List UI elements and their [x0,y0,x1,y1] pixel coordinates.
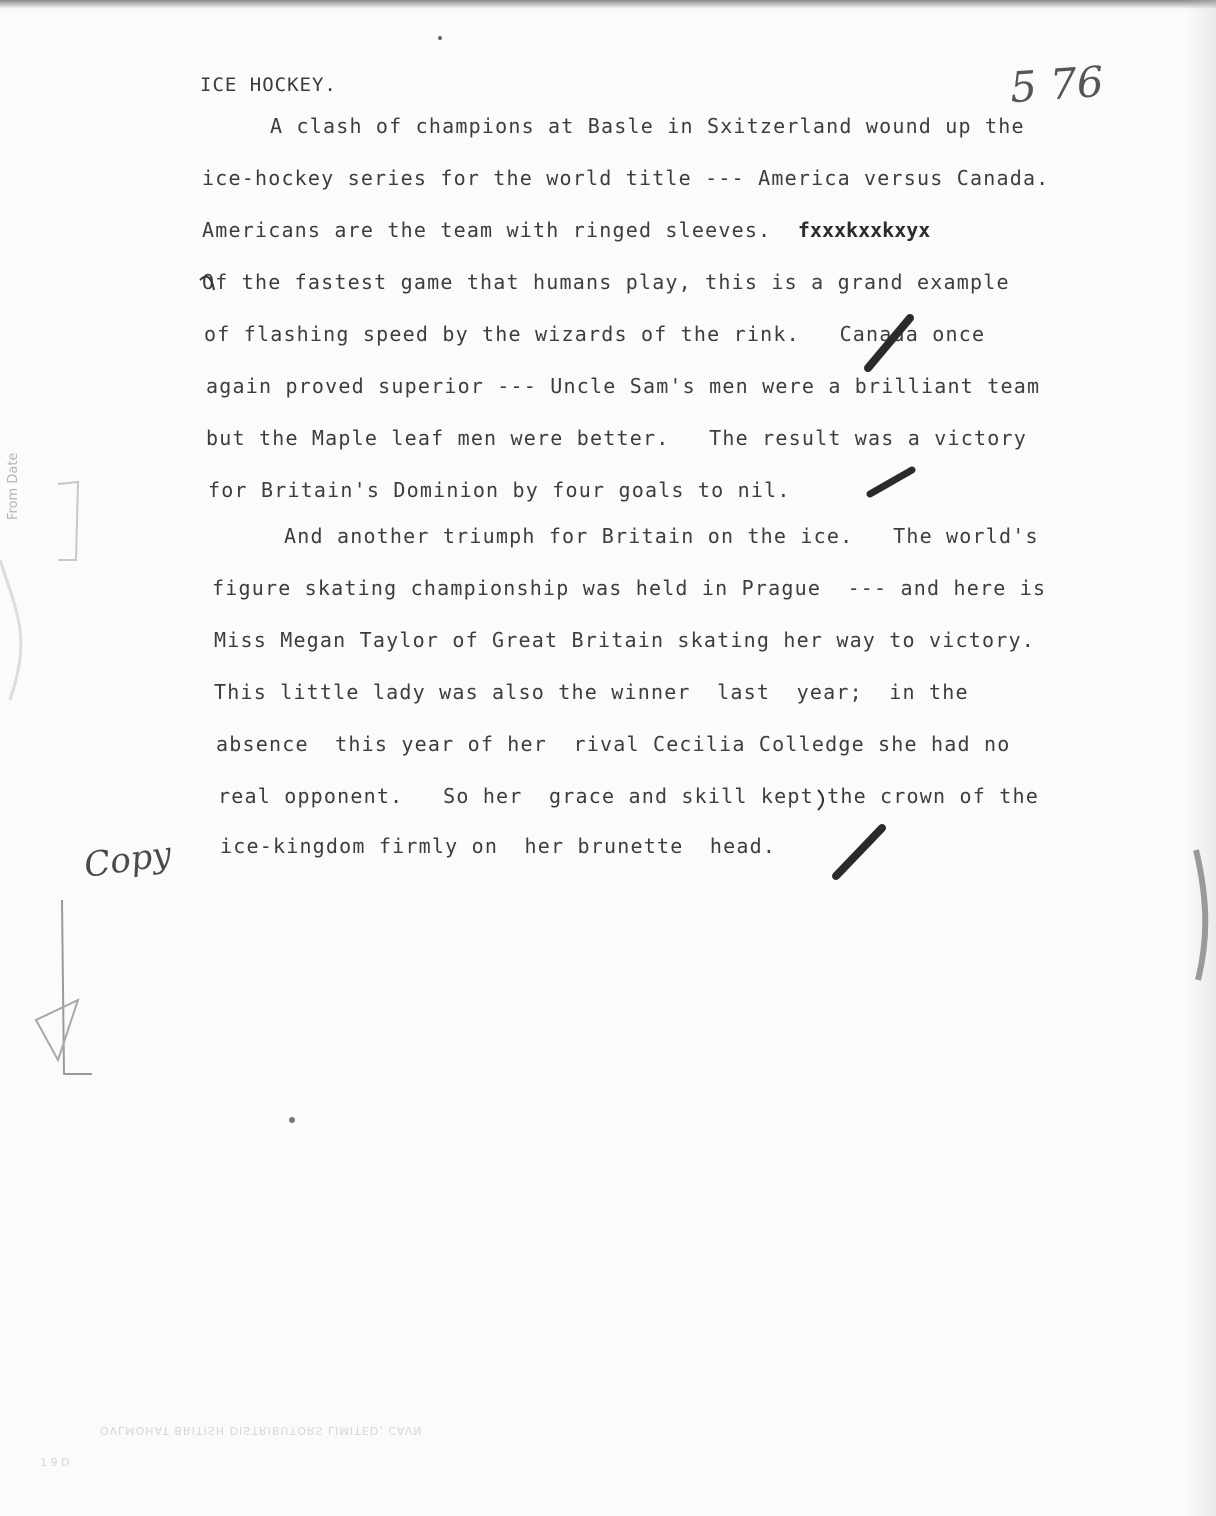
text-line-3-content: Americans are the team with ringed sleeves. [202,218,772,242]
faded-footer-text: OVLMOHAT BRITISH DISTRIBUTORS LIMITED, CAVN [100,1424,423,1437]
edit-slash-2 [870,470,912,494]
text-line-2: ice-hockey series for the world title --- America versus Canada. [202,166,1050,190]
text-line-5: of flashing speed by the wizards of the rink. Canada once [204,322,986,346]
edit-slash-1 [868,318,910,368]
text-line-12: This little lady was also the winner last year; in the [214,680,969,704]
margin-bracket-top [58,482,78,560]
text-line-4: Of the fastest game that humans play, this is a grand example [202,270,1010,294]
speck-1 [438,36,442,40]
edit-mark-of [200,277,214,290]
speck-2 [289,1117,295,1123]
text-line-8: for Britain's Dominion by four goals to nil. [208,478,791,502]
margin-bracket-bottom [62,900,92,1074]
text-line-9: And another triumph for Britain on the ice. The world's [284,524,1039,548]
handwritten-margin-note: Copy [81,834,174,886]
text-line-13: absence this year of her rival Cecilia Colledge she had no [216,732,1011,756]
text-line-10: figure skating championship was held in Prague --- and here is [212,576,1047,600]
margin-stamp: From Date [6,452,21,520]
text-line-14: real opponent. So her grace and skill kept the crown of the [218,784,1039,808]
margin-tear [0,560,21,700]
margin-clip-mark [36,1000,78,1060]
document-heading: ICE HOCKEY. [200,74,337,96]
handwritten-page-number: 5 76 [1008,56,1106,113]
text-line-6: again proved superior --- Uncle Sam's men were a brilliant team [206,374,1041,398]
struck-out-text: fxxxkxxkxyx [797,218,931,242]
text-line-11: Miss Megan Taylor of Great Britain skating her way to victory. [214,628,1035,652]
faded-footer-code: 1 9 D [40,1456,70,1469]
text-line-1: A clash of champions at Basle in Sxitzerland wound up the [270,114,1025,138]
right-edge-shadow [1196,850,1205,980]
edit-slash-3 [836,828,882,876]
edit-mark-skill [818,790,823,810]
text-line-15: ice-kingdom firmly on her brunette head. [220,834,777,858]
text-line-7: but the Maple leaf men were better. The result was a victory [206,426,1027,450]
